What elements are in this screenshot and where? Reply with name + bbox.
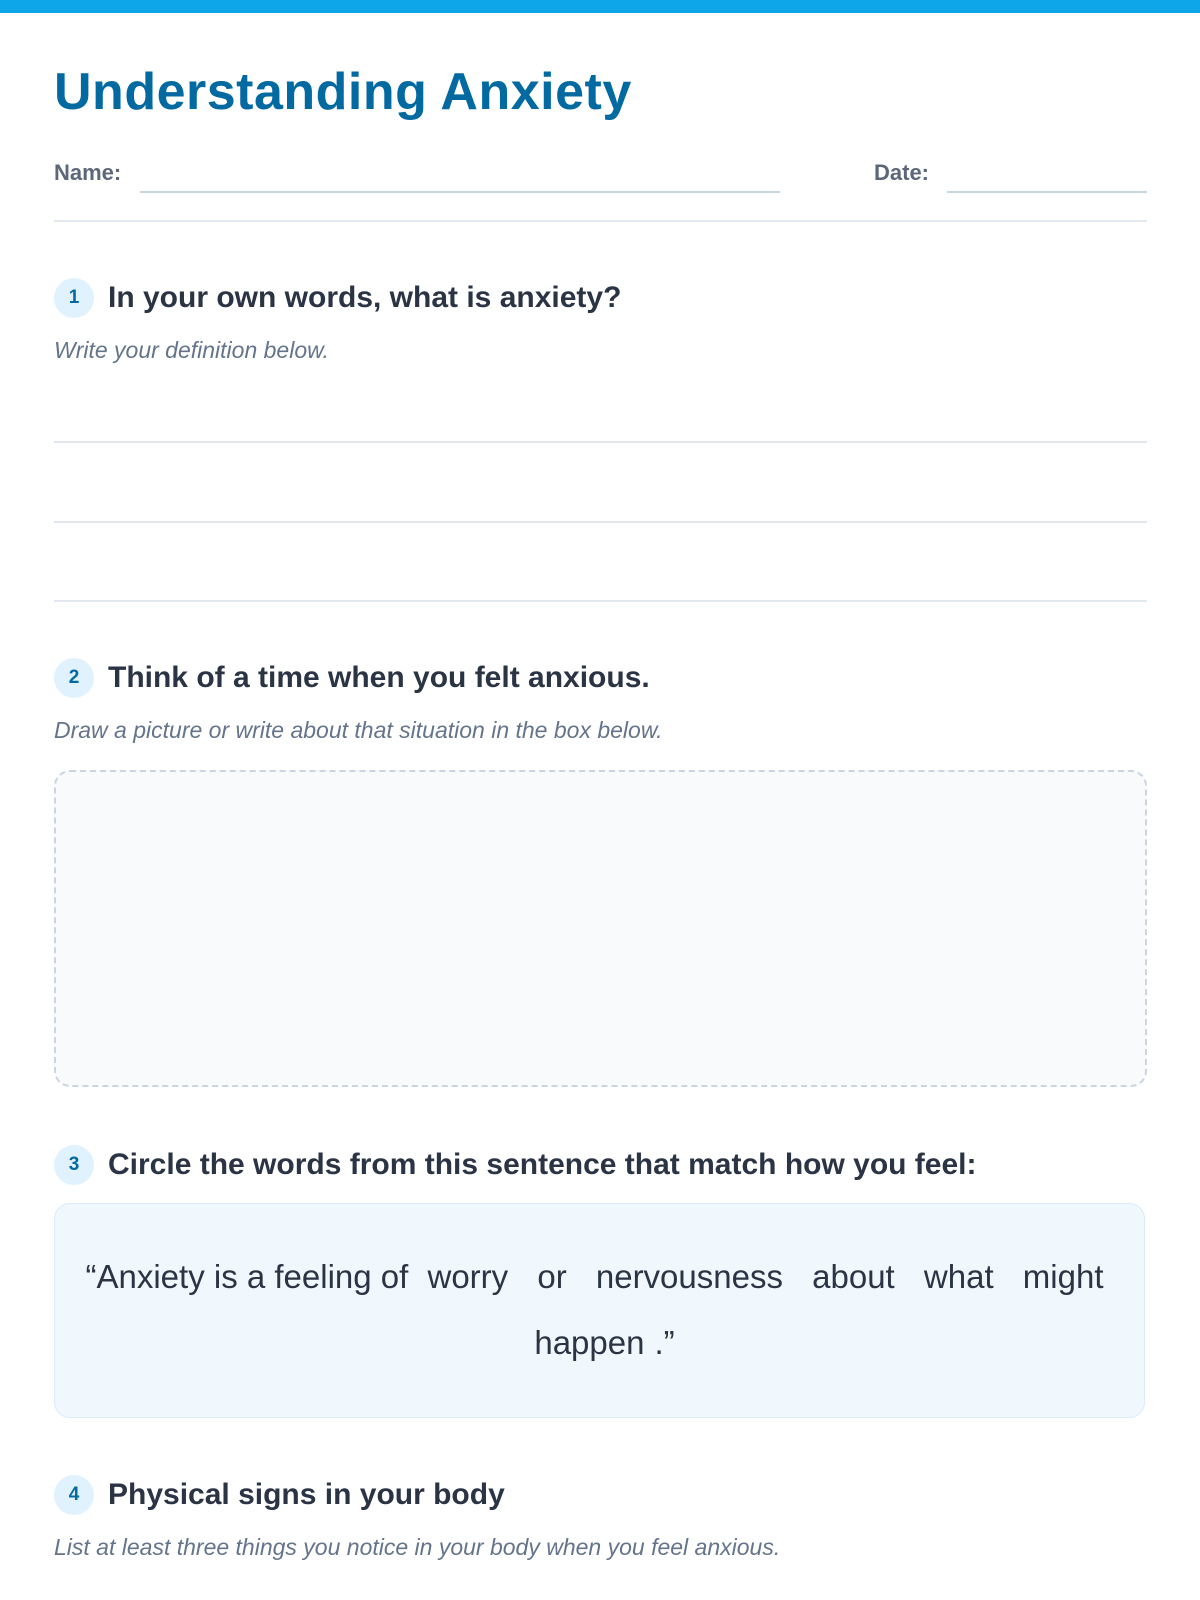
answer-line-3[interactable]	[54, 600, 1147, 602]
top-accent-bar	[0, 0, 1200, 13]
sentence-word[interactable]: about	[812, 1258, 895, 1295]
sentence-word[interactable]: happen	[534, 1324, 645, 1361]
sentence-word[interactable]: what	[923, 1258, 994, 1295]
question-number-badge: 3	[54, 1145, 94, 1185]
name-field[interactable]	[140, 191, 780, 193]
question-text: Think of a time when you felt anxious.	[108, 661, 650, 694]
sentence-lead: Anxiety is a feeling of	[96, 1258, 409, 1295]
sentence-word[interactable]: worry	[427, 1258, 509, 1295]
name-date-row	[54, 156, 1147, 196]
name-label: Name:	[54, 160, 122, 185]
question-hint: Write your definition below.	[54, 337, 329, 363]
sentence-close: .”	[654, 1324, 675, 1361]
question-text: In your own words, what is anxiety?	[108, 281, 622, 314]
answer-line-1[interactable]	[54, 441, 1147, 443]
question-hint: Draw a picture or write about that situation in the box below.	[54, 717, 663, 743]
sentence-word[interactable]: might	[1022, 1258, 1104, 1295]
sentence-box	[54, 1203, 1145, 1418]
question-number-badge: 2	[54, 658, 94, 698]
page-title: Understanding Anxiety	[54, 63, 632, 121]
header-divider	[54, 220, 1147, 222]
sentence-word[interactable]: or	[537, 1258, 567, 1295]
question-number-badge: 4	[54, 1475, 94, 1515]
answer-line-2[interactable]	[54, 521, 1147, 523]
drawing-box[interactable]	[54, 770, 1147, 1087]
question-number-badge: 1	[54, 278, 94, 318]
question-text: Physical signs in your body	[108, 1478, 505, 1511]
date-label: Date:	[874, 160, 930, 185]
question-hint: List at least three things you notice in your body when you feel anxious.	[54, 1534, 781, 1560]
question-text: Circle the words from this sentence that match how you feel:	[108, 1148, 977, 1181]
date-field[interactable]	[947, 191, 1147, 193]
sentence-word[interactable]: nervousness	[595, 1258, 783, 1295]
sentence-open-quote: “	[85, 1258, 97, 1295]
